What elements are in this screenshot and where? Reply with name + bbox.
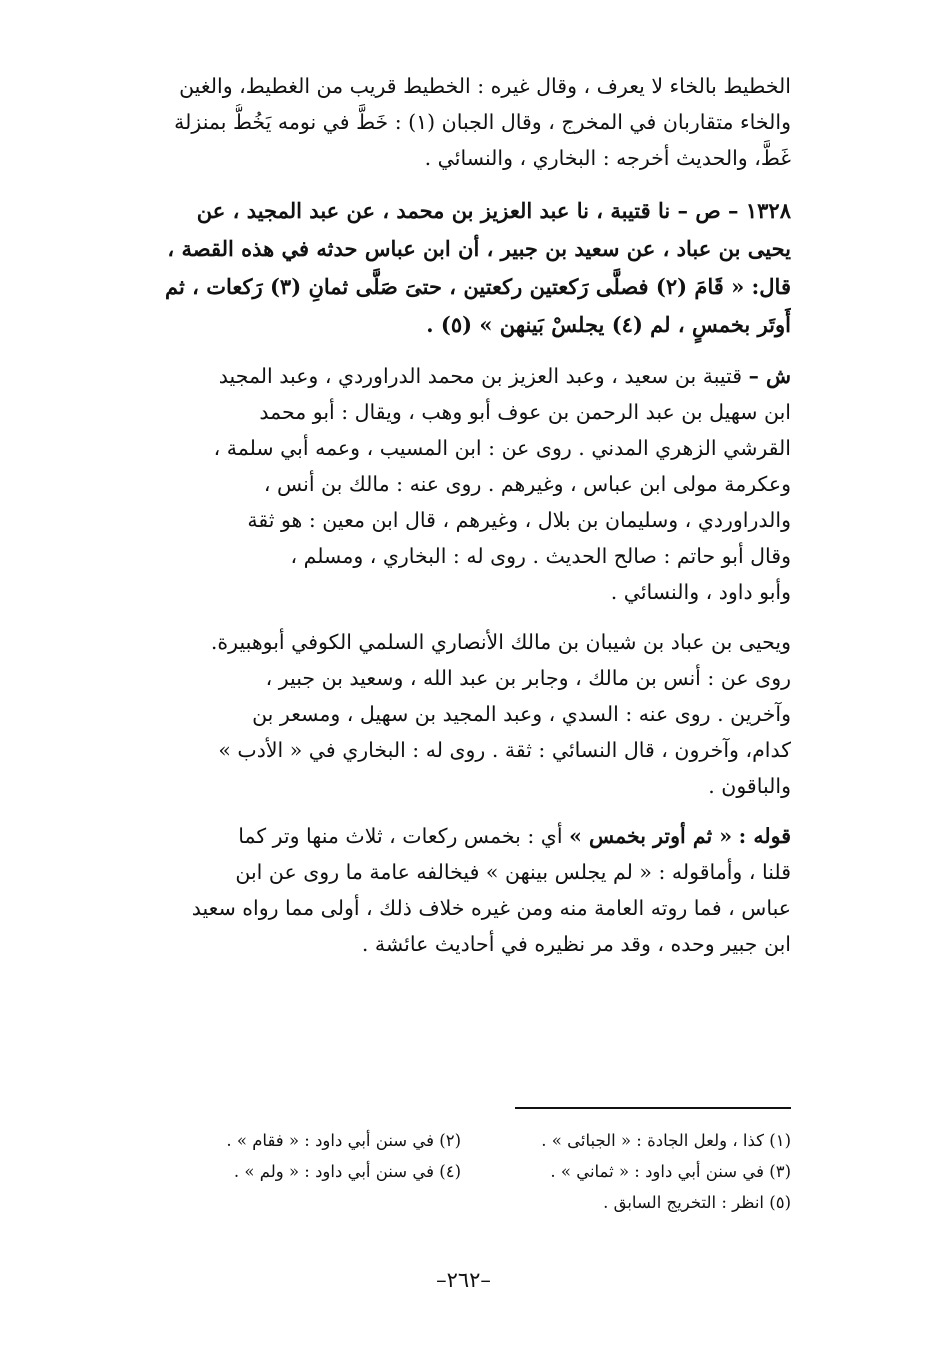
footnote-row — [108, 1187, 791, 1218]
page-number: –٢٦٢– — [436, 1268, 491, 1292]
footnote-2: (٢) في سنن أبي داود : « فقام » . — [226, 1131, 461, 1150]
hadith-text — [108, 192, 791, 344]
text-line: وأبو داود ، والنسائي . — [610, 580, 791, 604]
text-line: عباس ، فما روته العامة منه ومن غيره خلاف ذلك ، أولى مما رواه سعيد — [191, 896, 791, 920]
text-line: الخطيط بالخاء لا يعرف ، وقال غيره : الخطيط قريب من الغطيط، والغين — [179, 74, 791, 98]
quoted-phrase: « ثم أوتر بخمس » — [569, 824, 733, 848]
commentary-paragraph — [108, 358, 791, 610]
footnote-row — [108, 1125, 791, 1156]
commentary-marker: ش – — [748, 364, 791, 388]
narrator-paragraph — [108, 624, 791, 804]
text-line: غَطَّ، والحديث أخرجه : البخاري ، والنسائي . — [424, 146, 791, 170]
text-line — [108, 818, 791, 854]
hadith-line: قال: « قَامَ (٢) فصلَّى رَكعتين ركعتين ، حتىَ صَلَّى ثمانِ (٣) رَكعات ، ثم — [165, 274, 791, 299]
text-line: روى عن : أنس بن مالك ، وجابر بن عبد الله ، وسعيد بن جبير ، — [265, 666, 791, 690]
text-line: قلنا ، وأماقوله : « لم يجلس بينهن » فيخالفه عامة ما روى عن ابن — [235, 860, 791, 884]
footnotes — [108, 1125, 791, 1218]
hadith-line: ١٣٢٨ – ص – نا قتيبة ، نا عبد العزيز بن محمد ، عن عبد المجيد ، عن — [196, 198, 791, 223]
text-fragment: أي : بخمس ركعات ، ثلاث منها وتر كما — [238, 824, 563, 848]
hadith-line: أَوتَر بخمسٍ ، لم (٤) يجلسْ بَينهن » (٥) . — [426, 312, 791, 337]
text-line: ابن جبير وحده ، وقد مر نظيره في أحاديث عائشة . — [361, 932, 791, 956]
intro-paragraph — [108, 68, 791, 176]
text-line: والدراوردي ، وسليمان بن بلال ، وغيرهم ، قال ابن معين : هو ثقة — [247, 508, 791, 532]
footnote-row — [108, 1156, 791, 1187]
text-line: كدام، وآخرون ، قال النسائي : ثقة . روى له : البخاري في « الأدب » — [218, 738, 791, 762]
qawluh-label: قوله : — [738, 824, 791, 848]
footnote-1: (١) كذا ، ولعل الجادة : « الجبائى » . — [541, 1131, 791, 1150]
text-line: والباقون . — [708, 774, 791, 798]
footnote-divider — [515, 1107, 791, 1109]
text-line: ويحيى بن عباد بن شيبان بن مالك الأنصاري السلمي الكوفي أبوهبيرة. — [210, 630, 791, 654]
text-line: وآخرين . روى عنه : السدي ، وعبد المجيد بن سهيل ، ومسعر بن — [252, 702, 791, 726]
text-line: ابن سهيل بن عبد الرحمن بن عوف أبو وهب ، ويقال : أبو محمد — [259, 400, 791, 424]
text-line: وقال أبو حاتم : صالح الحديث . روى له : البخاري ، ومسلم ، — [290, 544, 791, 568]
text-line: والخاء متقاربان في المخرج ، وقال الجبان (١) : خَطَّ في نومه يَخُطُّ بمنزلة — [174, 110, 791, 134]
text-line: القرشي الزهري المدني . روى عن : ابن المسيب ، وعمه أبي سلمة ، — [213, 436, 791, 460]
footnote-3: (٣) في سنن أبي داود : « ثماني » . — [550, 1162, 791, 1181]
footnote-4: (٤) في سنن أبي داود : « ولم » . — [233, 1162, 461, 1181]
hadith-line: يحيى بن عباد ، عن سعيد بن جبير ، أن ابن عباس حدثه في هذه القصة ، — [167, 236, 791, 261]
footnote-5: (٥) انظر : التخريج السابق . — [603, 1193, 791, 1212]
text-fragment: قتيبة بن سعيد ، وعبد العزيز بن محمد الدراوردي ، وعبد المجيد — [218, 364, 743, 388]
text-line: وعكرمة مولى ابن عباس ، وغيرهم . روى عنه : مالك بن أنس ، — [263, 472, 791, 496]
explanation-paragraph — [108, 818, 791, 962]
text-line — [108, 358, 791, 394]
